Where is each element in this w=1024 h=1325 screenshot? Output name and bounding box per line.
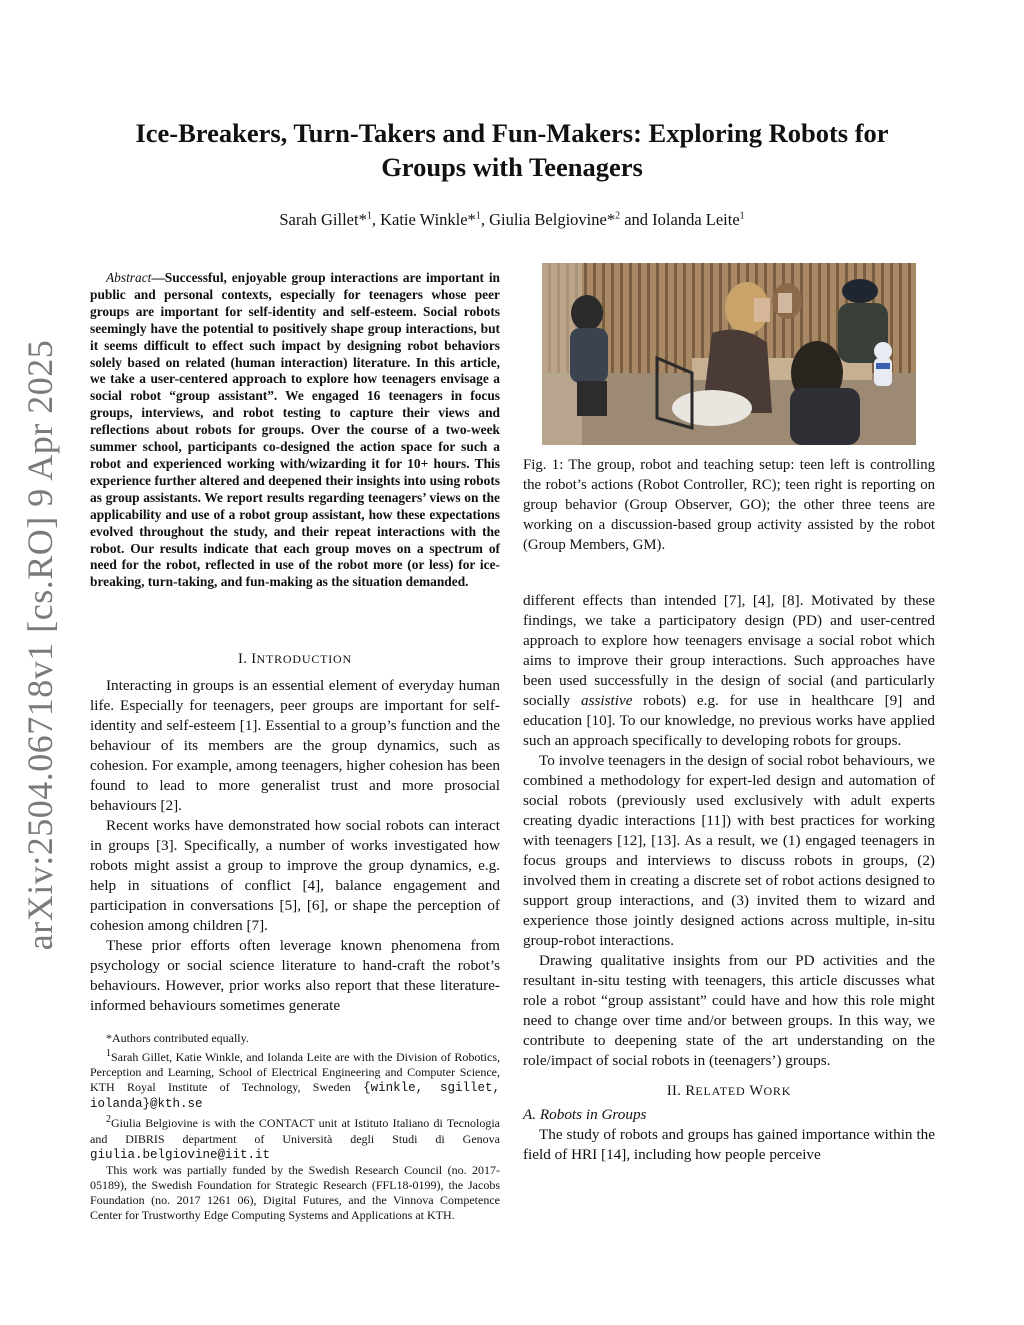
footnote-1-marker: 1 xyxy=(106,1048,111,1060)
author-1-affiliation: 1 xyxy=(366,210,372,222)
footnote-funding: This work was partially funded by the Swedish Research Council (no. 2017-05189), the Swedish Foundation for Strategic Research (FFL18-0199), the Jacobs Foundation (no. 2017 1261 06), Digital Futures, and the Vinnova Competence Center for Trustworthy Edge Computing Systems and Applications at KTH. xyxy=(90,1162,500,1223)
author-3: Giulia Belgiovine* xyxy=(489,210,616,229)
section-2-rest-1: ELATED xyxy=(695,1084,750,1098)
abstract-label: Abstract xyxy=(106,270,152,285)
section-2-rest-2: ORK xyxy=(763,1084,792,1098)
section-introduction-heading xyxy=(90,651,500,668)
author-4-affiliation: 1 xyxy=(739,210,745,222)
right-paragraph-1-part-a: different effects than intended [7], [4], [8]. Motivated by these findings, we take a participatory design (PD) and user-centred approach to explore how teenagers envisage a social robot which aims to improve their group interactions. Such approaches have been used successfully in the design of social (and particularly socially xyxy=(523,592,935,709)
right-paragraph-1-emphasis: assistive xyxy=(580,692,633,709)
section-numeral: I. xyxy=(238,651,248,667)
figure-1-caption: Fig. 1: The group, robot and teaching setup: teen left is controlling the robot’s actions (Robot Controller, RC); teen right is reporting on group behavior (Group Observer, GO); the other three teens are working on a discussion-based group activity assisted by the robot (Group Members, GM). xyxy=(523,457,935,553)
intro-paragraph-1: Interacting in groups is an essential element of everyday human life. Especially for teenagers, peer groups are important for self-identity and self-esteem [1]. Essential to a group’s function and the behaviour of its members are the group dynamics, such as cohesion. For example, among teenagers, higher cohesion has been found to lead to more generalist trust and more prosocial behaviours [2]. xyxy=(90,677,500,814)
right-paragraph-1-part-b: robots) e.g. for use in healthcare [9] and education [10]. To our knowledge, no previous works have applied such an approach specifically to developing robots for groups. xyxy=(523,692,935,749)
section-title-initial: I xyxy=(251,651,257,667)
author-1: Sarah Gillet* xyxy=(279,210,367,229)
intro-paragraph-3: These prior efforts often leverage known phenomena from psychology or social science literature to hand-craft the robot’s behaviours. However, prior works also report that these literature-informed behaviours sometimes generate xyxy=(90,937,500,1014)
section-related-work-heading xyxy=(523,1081,935,1101)
section-2-initial-1: R xyxy=(685,1083,696,1099)
section-2-initial-2: W xyxy=(749,1083,764,1099)
author-3-affiliation: 2 xyxy=(615,210,621,222)
intro-paragraph-2: Recent works have demonstrated how social robots can interact in groups [3]. Specifically, a number of works investigated how robots might assist a group to improve the group dynamics, e.g. help in situations of conflict [4], balance engagement and participation in conversations [5], [6], or shape the perception of cohesion among children [7]. xyxy=(90,817,500,934)
footnote-2-email: giulia.belgiovine@iit.it xyxy=(90,1147,271,1162)
abstract-dash: — xyxy=(151,270,165,285)
author-4: Iolanda Leite xyxy=(652,210,740,229)
section-2-numeral: II. xyxy=(666,1083,682,1099)
footnote-1-email: {winkle, sgillet, iolanda}@kth.se xyxy=(90,1081,501,1112)
abstract-text: Successful, enjoyable group interactions are important in public and personal contexts, especially for teenagers whose peer groups are important for self-identity and self-esteem. Social robots seemingly have the potential to positively shape group interactions, but it seems difficult to effect such impact by designing robot behaviors solely based on related (human interaction) literature. In this article, we take a user-centered approach to explore how teenagers envisage a social robot “group assistant”. We engaged 16 teenagers in focus groups, interviews, and robot testing to capture their views and reflections about robots for groups. Over the course of a two-week summer school, participants co-designed the action space for such a robot and experienced working with/wizarding it for 10+ hours. This experience further altered and deepened their insights into using robots as group assistants. We report results regarding teenagers’ views on the applicability and use of a robot group assistant, how these expectations evolved throughout the study, and their repeat interactions with the robot. Our results indicate that each group moves on a spectrum of need for the robot, reflected in use of the robot more (or less) for ice-breaking, turn-taking, and fun-making as the situation demanded. xyxy=(90,270,500,590)
footnote-1 xyxy=(90,1046,500,1112)
footnote-1-text: Sarah Gillet, Katie Winkle, and Iolanda Leite are with the Division of Robotics, Perception and Learning, School of Electrical Engineering and Computer Science, KTH Royal Institute of Technology, Sweden xyxy=(90,1050,500,1095)
arxiv-id-label: arXiv:2504.06718v1 [cs.RO] 9 Apr 2025 xyxy=(20,339,60,951)
right-paragraph-2: To involve teenagers in the design of social robot behaviours, we combined a methodology for expert-led design and automation of social robots (previously used exclusively with adult experts creating dyadic interactions [11]) with best practices for working with teenagers [12], [13]. As a result, we (1) engaged teenagers in focus groups and interviews to discuss robots in groups, (2) involved them in creating a discrete set of robot actions designed to support group interactions, and (3) invited them to wizard and experience those jointly designed actions across multiple, in-situ group-robot interactions. xyxy=(523,752,935,949)
figure-1-photo xyxy=(542,263,916,445)
abstract xyxy=(90,270,500,591)
footnotes xyxy=(90,1031,500,1223)
subsection-robots-in-groups: A. Robots in Groups xyxy=(523,1106,647,1123)
footnote-equal-contribution: *Authors contributed equally. xyxy=(106,1031,249,1045)
arxiv-sidebar-stamp xyxy=(18,339,62,951)
section-title-rest: NTRODUCTION xyxy=(256,652,352,666)
author-list: Sarah Gillet*$^1$, Katie Winkle*$^1$, Giulia Belgiovine*$^2$ and Iolanda Leite$^1$ xyxy=(279,210,745,229)
author-conjunction: and xyxy=(624,210,649,229)
right-paragraph-4: The study of robots and groups has gained importance within the field of HRI [14], including how people perceive xyxy=(523,1126,935,1163)
footnote-2-marker: 2 xyxy=(106,1114,111,1126)
footnote-2-text: Giulia Belgiovine is with the CONTACT unit at Istituto Italiano di Tecnologia and DIBRIS department of Università degli Studi di Genova xyxy=(90,1116,500,1146)
right-paragraph-1 xyxy=(523,591,935,751)
right-column-body xyxy=(523,591,935,1165)
footnote-2 xyxy=(90,1112,500,1162)
right-paragraph-3: Drawing qualitative insights from our PD activities and the resultant in-situ testing with teenagers, this article discusses what role a robot “group assistant” could have and how this role might need to change over time and/or between groups. In this way, we contribute to deepening state of the art understanding on the role/impact of social robots in (teenagers’) groups. xyxy=(523,952,935,1069)
paper-title: Ice-Breakers, Turn-Takers and Fun-Makers: Exploring Robots for Groups with Teenagers xyxy=(135,118,889,182)
introduction-body xyxy=(90,676,500,1016)
author-2-affiliation: 1 xyxy=(475,210,481,222)
author-2: Katie Winkle* xyxy=(380,210,476,229)
